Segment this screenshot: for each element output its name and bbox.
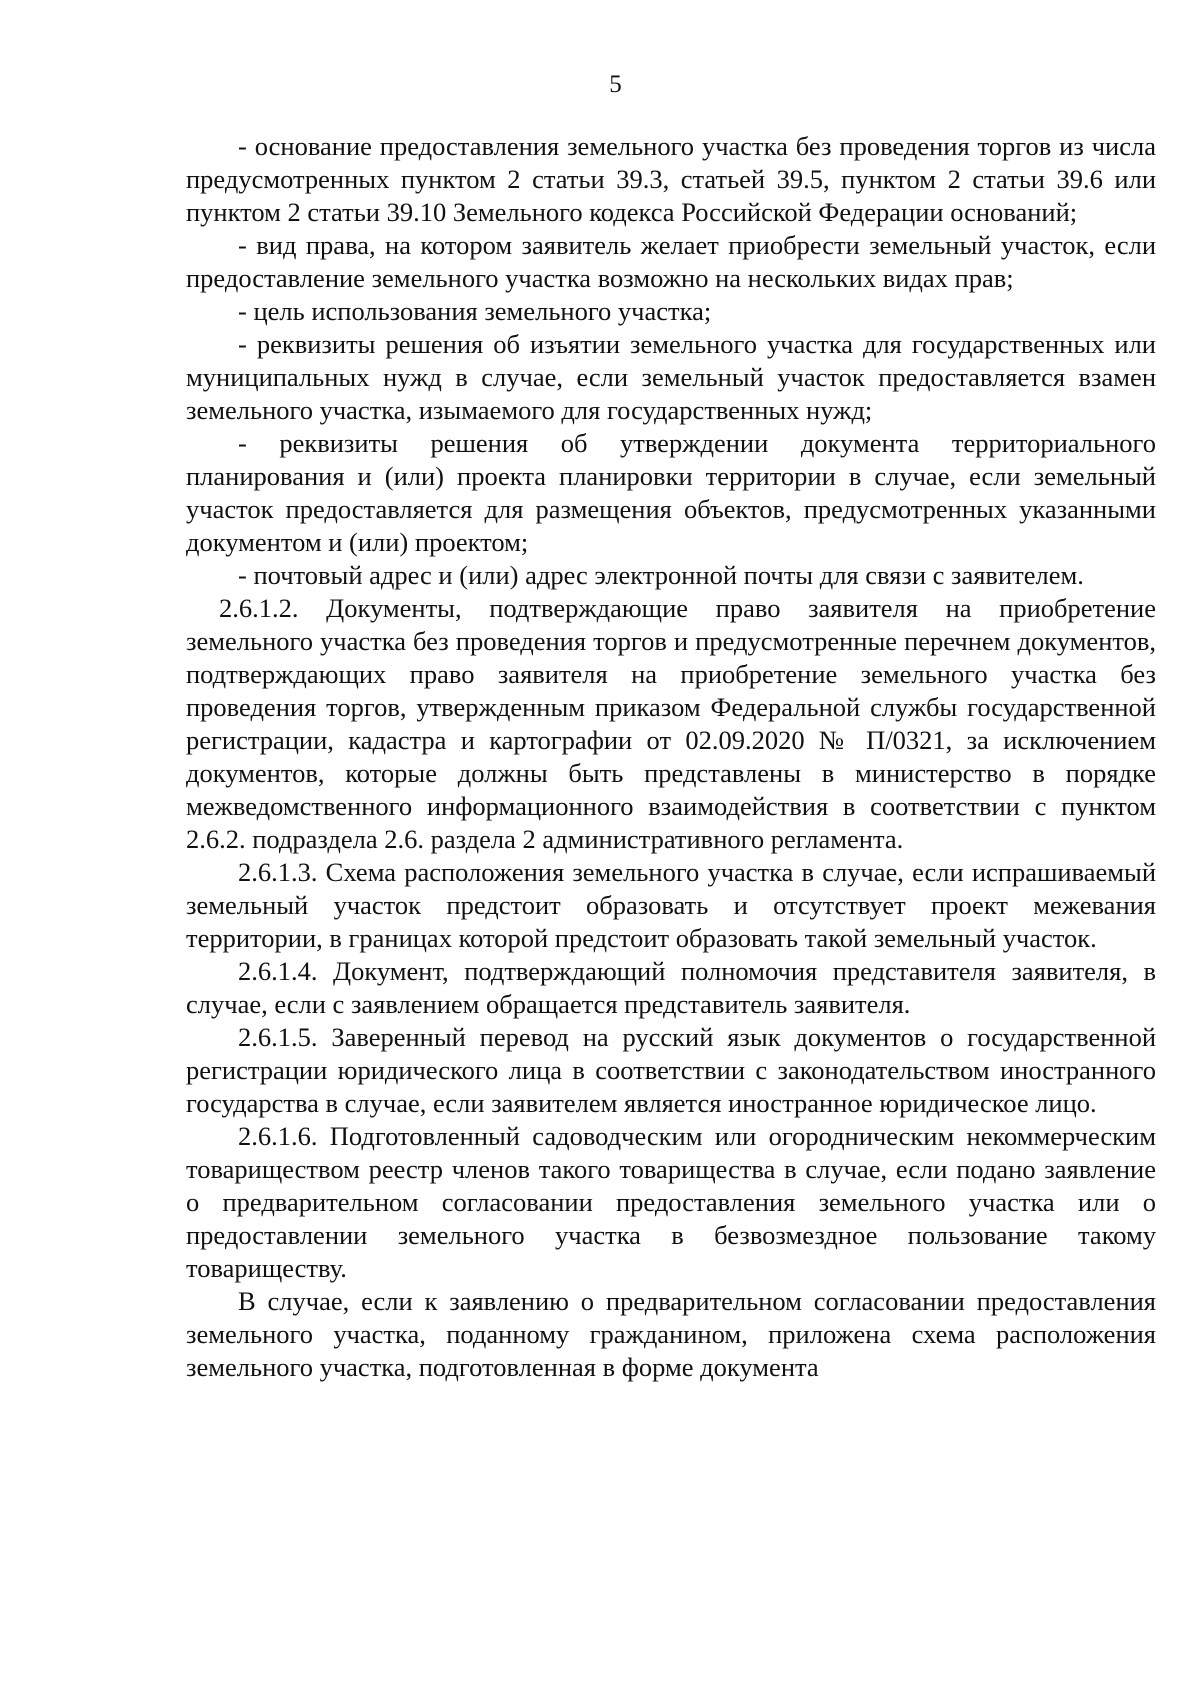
paragraph-basis: - основание предоставления земельного участка без проведения торгов из числа предусмотренных пунктом 2 статьи 39.3, статьей 39.5, пунктом 2 статьи 39.6 или пунктом 2 статьи 39.10 Земельного кодекса Российской Федерации оснований; xyxy=(186,131,1156,227)
page-number: 5 xyxy=(609,71,622,98)
paragraph-purpose: - цель использования земельного участка; xyxy=(238,296,712,326)
paragraph-2-6-1-4: 2.6.1.4. Документ, подтверждающий полномочия представителя заявителя, в случае, если с заявлением обращается представитель заявителя. xyxy=(186,956,1156,1019)
paragraph-2-6-1-3: 2.6.1.3. Схема расположения земельного участка в случае, если испрашиваемый земельный участок предстоит образовать и отсутствует проект межевания территории, в границах которой предстоит образовать такой земельный участок. xyxy=(186,857,1156,953)
paragraph-seizure-details: - реквизиты решения об изъятии земельного участка для государственных или муниципальных нужд в случае, если земельный участок предоставляется взамен земельного участка, изымаемого для государственных нужд; xyxy=(186,329,1156,425)
paragraph-2-6-1-6: 2.6.1.6. Подготовленный садоводческим или огородническим некоммерческим товариществом реестр членов такого товарищества в случае, если подано заявление о предварительном согласовании предоставления земельного участка или о предоставлении земельного участка в безвозмездное пользование такому товариществу. xyxy=(186,1121,1156,1283)
paragraph-2-6-1-2: 2.6.1.2. Документы, подтверждающие право заявителя на приобретение земельного участка без проведения торгов и предусмотренные перечнем документов, подтверждающих право заявителя на приобретение земельного участка без проведения торгов, утвержденным приказом Федеральной службы государственной регистрации, кадастра и картографии от 02.09.2020 № П/0321, за исключением документов, которые должны быть представлены в министерство в порядке межведомственного информационного взаимодействия в соответствии с пунктом 2.6.2. подраздела 2.6. раздела 2 административного регламента. xyxy=(186,593,1156,854)
paragraph-right-type: - вид права, на котором заявитель желает приобрести земельный участок, если предоставление земельного участка возможно на нескольких видах прав; xyxy=(186,230,1156,293)
paragraph-planning-details: - реквизиты решения об утверждении документа территориального планирования и (или) проекта планировки территории в случае, если земельный участок предоставляется для размещения объектов, предусмотренных указанными документом и (или) проектом; xyxy=(186,428,1156,557)
paragraph-2-6-1-5: 2.6.1.5. Заверенный перевод на русский язык документов о государственной регистрации юридического лица в соответствии с законодательством иностранного государства в случае, если заявителем является иностранное юридическое лицо. xyxy=(186,1022,1156,1118)
paragraph-contact-address: - почтовый адрес и (или) адрес электронной почты для связи с заявителем. xyxy=(238,560,1084,590)
document-body xyxy=(186,130,1156,1384)
paragraph-scheme-case: В случае, если к заявлению о предварительном согласовании предоставления земельного участка, поданному гражданином, приложена схема расположения земельного участка, подготовленная в форме документа xyxy=(186,1286,1156,1382)
